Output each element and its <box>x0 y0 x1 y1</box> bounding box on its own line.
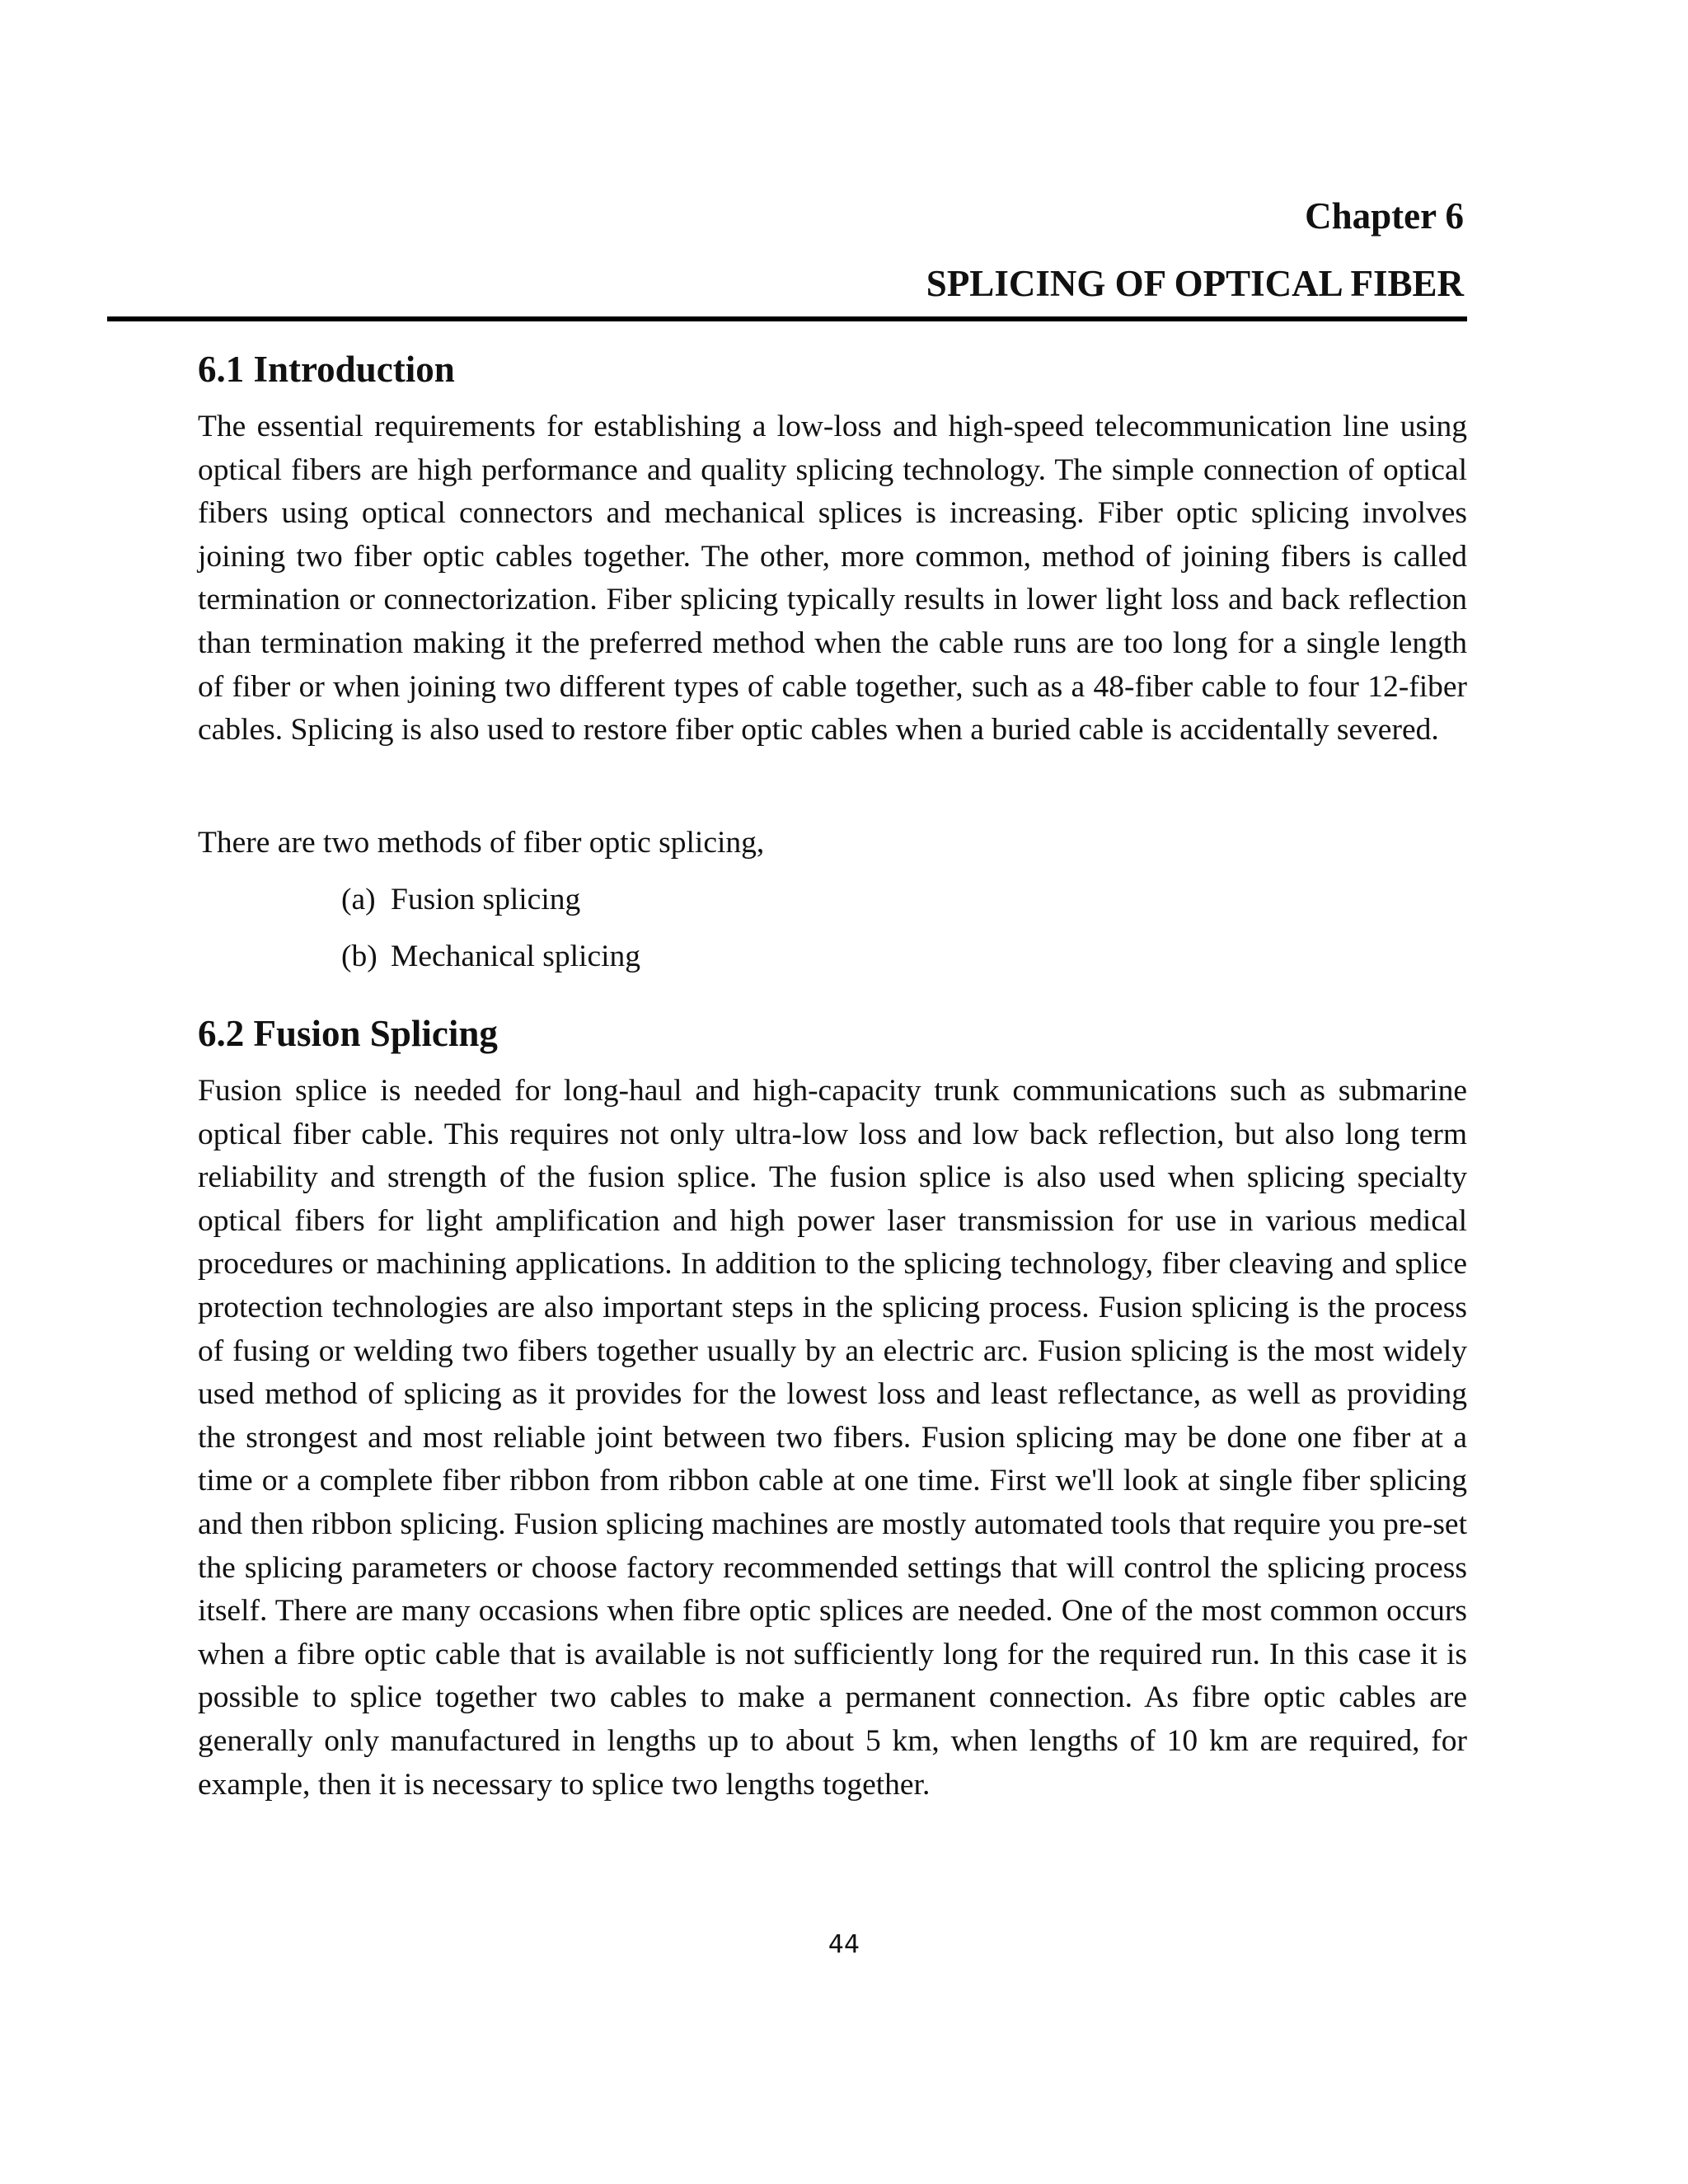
list-item <box>341 935 640 979</box>
chapter-title: SPLICING OF OPTICAL FIBER <box>926 263 1464 304</box>
list-item <box>341 879 580 922</box>
introduction-paragraph: The essential requirements for establishing a low-loss and high-speed telecommunication line using optical fibers are high performance and quality splicing technology. The simple connection of optical fibers using optical connectors and mechanical splices is increasing. Fiber optic splicing involves joining two fiber optic cables together. The other, more common, method of joining fibers is called termination or connectorization. Fiber splicing typically results in lower light loss and back reflection than termination making it the preferred method when the cable runs are too long for a single length of fiber or when joining two different types of cable together, such as a 48-fiber cable to four 12-fiber cables. Splicing is also used to restore fiber optic cables when a buried cable is accidentally severed. <box>198 410 1467 748</box>
section-heading-introduction: 6.1 Introduction <box>198 349 455 390</box>
chapter-divider <box>107 316 1467 321</box>
section-heading-fusion-splicing: 6.2 Fusion Splicing <box>198 1013 498 1054</box>
chapter-label: Chapter 6 <box>1305 195 1464 237</box>
list-marker: (a) <box>341 883 376 916</box>
page-number: 44 <box>828 1930 860 1959</box>
list-item-text: Mechanical splicing <box>391 940 641 973</box>
methods-list-intro: There are two methods of fiber optic splicing, <box>198 826 765 860</box>
fusion-splicing-paragraph: Fusion splice is needed for long-haul and high-capacity trunk communications such as submarine optical fiber cable. This requires not only ultra-low loss and low back reflection, but also long term reliability and strength of the fusion splice. The fusion splice is also used when splicing specialty optical fibers for light amplification and high power laser transmission for use in various medical procedures or machining applications. In addition to the splicing technology, fiber cleaving and splice protection technologies are also important steps in the splicing process. Fusion splicing is the process of fusing or welding two fibers together usually by an electric arc. Fusion splicing is the most widely used method of splicing as it provides for the lowest loss and least reflectance, as well as providing the strongest and most reliable joint between two fibers. Fusion splicing may be done one fiber at a time or a complete fiber ribbon from ribbon cable at one time. First we'll look at single fiber splicing and then ribbon splicing. Fusion splicing machines are mostly automated tools that require you pre-set the splicing parameters or choose factory recommended settings that will control the splicing process itself. There are many occasions when fibre optic splices are needed. One of the most common occurs when a fibre optic cable that is available is not sufficiently long for the required run. In this case it is possible to splice together two cables to make a permanent connection. As fibre optic cables are generally only manufactured in lengths up to about 5 km, when lengths of 10 km are required, for example, then it is necessary to splice two lengths together. <box>198 1074 1467 1802</box>
list-marker: (b) <box>341 940 377 973</box>
list-item-text: Fusion splicing <box>391 883 581 916</box>
